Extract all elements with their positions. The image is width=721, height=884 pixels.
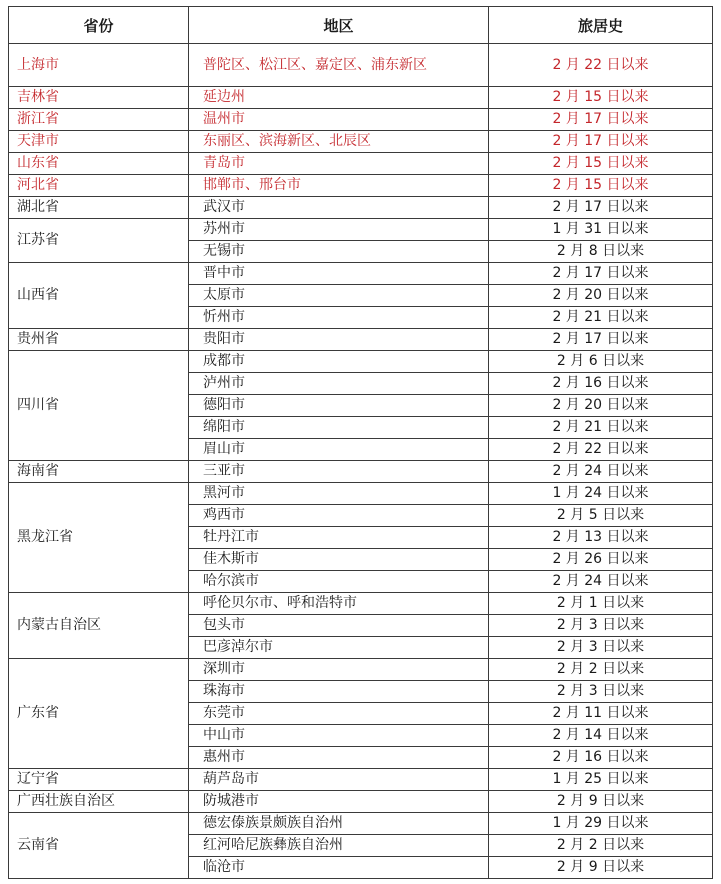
area-cell: 绵阳市: [189, 417, 489, 439]
area-cell: 德宏傣族景颇族自治州: [189, 813, 489, 835]
province-cell: 广东省: [9, 659, 189, 769]
province-cell: 河北省: [9, 175, 189, 197]
area-cell: 防城港市: [189, 791, 489, 813]
area-cell: 红河哈尼族彝族自治州: [189, 835, 489, 857]
province-cell: 山西省: [9, 263, 189, 329]
table-row: [9, 483, 713, 505]
travel-since-cell: 2 月 17 日以来: [489, 197, 713, 219]
table-row: [9, 44, 713, 87]
area-cell: 黑河市: [189, 483, 489, 505]
area-cell: 太原市: [189, 285, 489, 307]
area-cell: 呼伦贝尔市、呼和浩特市: [189, 593, 489, 615]
header-travel-history: 旅居史: [489, 7, 713, 44]
travel-since-cell: 2 月 24 日以来: [489, 571, 713, 593]
travel-since-cell: 1 月 25 日以来: [489, 769, 713, 791]
area-cell: 泸州市: [189, 373, 489, 395]
travel-since-cell: 2 月 17 日以来: [489, 109, 713, 131]
province-cell: 广西壮族自治区: [9, 791, 189, 813]
area-cell: 贵阳市: [189, 329, 489, 351]
province-cell: 上海市: [9, 44, 189, 87]
table-row: [9, 593, 713, 615]
travel-since-cell: 2 月 8 日以来: [489, 241, 713, 263]
province-cell: 江苏省: [9, 219, 189, 263]
travel-since-cell: 2 月 21 日以来: [489, 307, 713, 329]
travel-since-cell: 2 月 14 日以来: [489, 725, 713, 747]
header-area: 地区: [189, 7, 489, 44]
travel-since-cell: 2 月 6 日以来: [489, 351, 713, 373]
area-cell: 深圳市: [189, 659, 489, 681]
travel-since-cell: 2 月 17 日以来: [489, 131, 713, 153]
table-row: [9, 131, 713, 153]
province-cell: 山东省: [9, 153, 189, 175]
area-cell: 温州市: [189, 109, 489, 131]
area-cell: 无锡市: [189, 241, 489, 263]
travel-since-cell: 2 月 3 日以来: [489, 615, 713, 637]
area-cell: 三亚市: [189, 461, 489, 483]
table-row: [9, 769, 713, 791]
area-cell: 普陀区、松江区、嘉定区、浦东新区: [189, 44, 489, 87]
area-cell: 葫芦岛市: [189, 769, 489, 791]
table-row: [9, 351, 713, 373]
area-cell: 延边州: [189, 87, 489, 109]
travel-since-cell: 2 月 17 日以来: [489, 263, 713, 285]
area-cell: 哈尔滨市: [189, 571, 489, 593]
header-province: 省份: [9, 7, 189, 44]
travel-since-cell: 2 月 11 日以来: [489, 703, 713, 725]
table-row: [9, 175, 713, 197]
table-row: [9, 791, 713, 813]
travel-since-cell: 2 月 9 日以来: [489, 791, 713, 813]
area-cell: 珠海市: [189, 681, 489, 703]
travel-since-cell: 2 月 26 日以来: [489, 549, 713, 571]
travel-since-cell: 1 月 29 日以来: [489, 813, 713, 835]
travel-since-cell: 2 月 13 日以来: [489, 527, 713, 549]
table-row: [9, 197, 713, 219]
travel-since-cell: 1 月 24 日以来: [489, 483, 713, 505]
travel-since-cell: 2 月 16 日以来: [489, 747, 713, 769]
area-cell: 苏州市: [189, 219, 489, 241]
province-cell: 四川省: [9, 351, 189, 461]
table-row: [9, 109, 713, 131]
area-cell: 包头市: [189, 615, 489, 637]
area-cell: 晋中市: [189, 263, 489, 285]
area-cell: 青岛市: [189, 153, 489, 175]
table-body: [9, 44, 713, 879]
area-cell: 德阳市: [189, 395, 489, 417]
province-cell: 浙江省: [9, 109, 189, 131]
travel-since-cell: 2 月 24 日以来: [489, 461, 713, 483]
travel-since-cell: 2 月 22 日以来: [489, 439, 713, 461]
travel-since-cell: 2 月 15 日以来: [489, 87, 713, 109]
area-cell: 武汉市: [189, 197, 489, 219]
travel-since-cell: 2 月 2 日以来: [489, 659, 713, 681]
area-cell: 中山市: [189, 725, 489, 747]
area-cell: 牡丹江市: [189, 527, 489, 549]
province-cell: 天津市: [9, 131, 189, 153]
province-cell: 贵州省: [9, 329, 189, 351]
area-cell: 巴彦淖尔市: [189, 637, 489, 659]
travel-since-cell: 2 月 20 日以来: [489, 395, 713, 417]
travel-since-cell: 2 月 20 日以来: [489, 285, 713, 307]
province-cell: 内蒙古自治区: [9, 593, 189, 659]
travel-history-table: [8, 6, 713, 879]
area-cell: 眉山市: [189, 439, 489, 461]
area-cell: 惠州市: [189, 747, 489, 769]
travel-since-cell: 2 月 17 日以来: [489, 329, 713, 351]
province-cell: 黑龙江省: [9, 483, 189, 593]
province-cell: 辽宁省: [9, 769, 189, 791]
table-row: [9, 329, 713, 351]
travel-since-cell: 2 月 21 日以来: [489, 417, 713, 439]
travel-since-cell: 2 月 15 日以来: [489, 153, 713, 175]
area-cell: 临沧市: [189, 857, 489, 879]
table-row: [9, 263, 713, 285]
table-row: [9, 87, 713, 109]
travel-since-cell: 2 月 9 日以来: [489, 857, 713, 879]
travel-since-cell: 2 月 2 日以来: [489, 835, 713, 857]
table-row: [9, 153, 713, 175]
area-cell: 鸡西市: [189, 505, 489, 527]
province-cell: 吉林省: [9, 87, 189, 109]
table-row: [9, 219, 713, 241]
area-cell: 忻州市: [189, 307, 489, 329]
header-row: [9, 7, 713, 44]
travel-since-cell: 2 月 15 日以来: [489, 175, 713, 197]
province-cell: 云南省: [9, 813, 189, 879]
table-row: [9, 461, 713, 483]
table-row: [9, 659, 713, 681]
travel-since-cell: 2 月 22 日以来: [489, 44, 713, 87]
area-cell: 邯郸市、邢台市: [189, 175, 489, 197]
province-cell: 湖北省: [9, 197, 189, 219]
area-cell: 佳木斯市: [189, 549, 489, 571]
area-cell: 东莞市: [189, 703, 489, 725]
area-cell: 成都市: [189, 351, 489, 373]
travel-since-cell: 1 月 31 日以来: [489, 219, 713, 241]
area-cell: 东丽区、滨海新区、北辰区: [189, 131, 489, 153]
table-row: [9, 813, 713, 835]
travel-since-cell: 2 月 1 日以来: [489, 593, 713, 615]
travel-since-cell: 2 月 3 日以来: [489, 637, 713, 659]
travel-since-cell: 2 月 3 日以来: [489, 681, 713, 703]
travel-since-cell: 2 月 16 日以来: [489, 373, 713, 395]
travel-since-cell: 2 月 5 日以来: [489, 505, 713, 527]
province-cell: 海南省: [9, 461, 189, 483]
